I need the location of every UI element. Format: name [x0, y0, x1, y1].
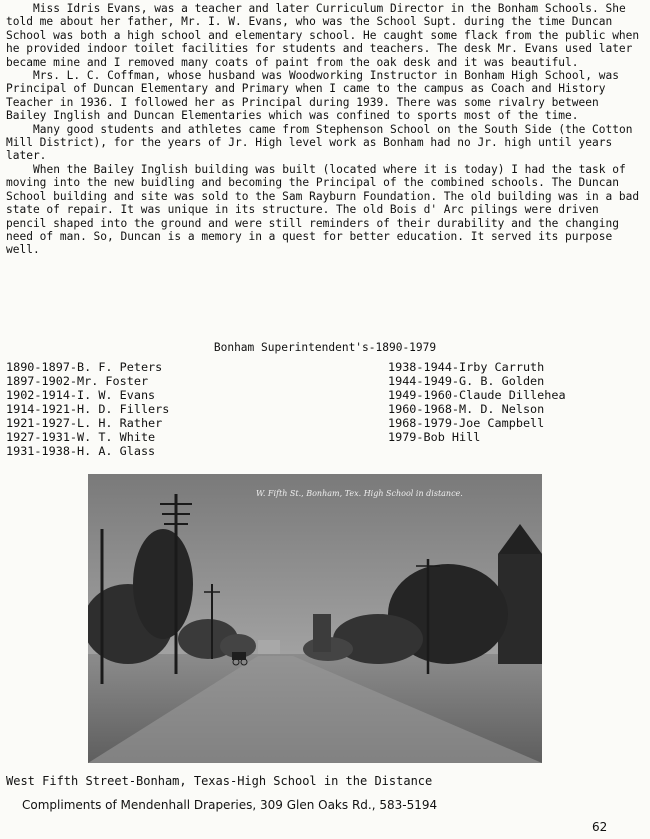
list-item: 1938-1944-Irby Carruth	[388, 360, 545, 374]
list-item: 1931-1938-H. A. Glass	[6, 444, 156, 458]
list-item: 1890-1897-B. F. Peters	[6, 360, 163, 374]
superintendents-heading: Bonham Superintendent's-1890-1979	[213, 341, 437, 354]
list-item: 1921-1927-L. H. Rather	[6, 416, 163, 430]
street-scene-illustration	[88, 474, 542, 763]
paragraph-coffman: Mrs. L. C. Coffman, whose husband was Woodworking Instructor in Bonham High School, was Principal of Duncan Elementary and Primary when I came to the campus as Coach and History Teacher in 1936. I followed her as Principal during 1939. There was some rivalry between Bailey Inglish and Duncan Elementaries which was confined to sports most of the time.	[6, 69, 619, 123]
page-number: 62	[592, 820, 608, 834]
photo-inscription: W. Fifth St., Bonham, Tex. High School in distance.	[256, 489, 463, 498]
body-text	[6, 2, 642, 257]
photo-caption: West Fifth Street-Bonham, Texas-High School in the Distance	[6, 774, 433, 788]
list-item: 1949-1960-Claude Dillehea	[388, 388, 566, 402]
street-photograph	[88, 474, 542, 763]
list-item: 1902-1914-I. W. Evans	[6, 388, 156, 402]
paragraph-stephenson: Many good students and athletes came from Stephenson School on the South Side (the Cotton Mill District), for the years of Jr. High level work as Bonham had no Jr. high until years later.	[6, 122, 633, 163]
superintendents-list-left	[6, 360, 169, 458]
paragraph-evans: Miss Idris Evans, was a teacher and later Curriculum Director in the Bonham Schools. She told me about her father, Mr. I. W. Evans, who was the School Supt. during the time Duncan School was both a high school and elementary school. He caught some flack from the public when he provided indoor toilet facilities for students and teachers. The desk Mr. Evans used later became mine and I removed many coats of paint from the oak desk and it was beautiful.	[6, 2, 640, 69]
list-item: 1960-1968-M. D. Nelson	[388, 402, 545, 416]
superintendents-list-right	[388, 360, 566, 444]
credit-line: Compliments of Mendenhall Draperies, 309 Glen Oaks Rd., 583-5194	[22, 798, 438, 812]
paragraph-bailey-inglish: When the Bailey Inglish building was built (located where it is today) I had the task of moving into the new buidling and becoming the Principal of the combined schools. The Duncan School building and site was sold to the Sam Rayburn Foundation. The old building was in a bad state of repair. It was unique in its structure. The old Bois d' Arc pilings were driven pencil shaped into the ground and were still reminders of their durability and the changing need of man. So, Duncan is a memory in a quest for better education. It served its purpose well.	[6, 162, 640, 257]
list-item: 1968-1979-Joe Campbell	[388, 416, 545, 430]
list-item: 1944-1949-G. B. Golden	[388, 374, 545, 388]
list-item: 1979-Bob Hill	[388, 430, 481, 444]
list-item: 1914-1921-H. D. Fillers	[6, 402, 170, 416]
list-item: 1927-1931-W. T. White	[6, 430, 156, 444]
list-item: 1897-1902-Mr. Foster	[6, 374, 149, 388]
